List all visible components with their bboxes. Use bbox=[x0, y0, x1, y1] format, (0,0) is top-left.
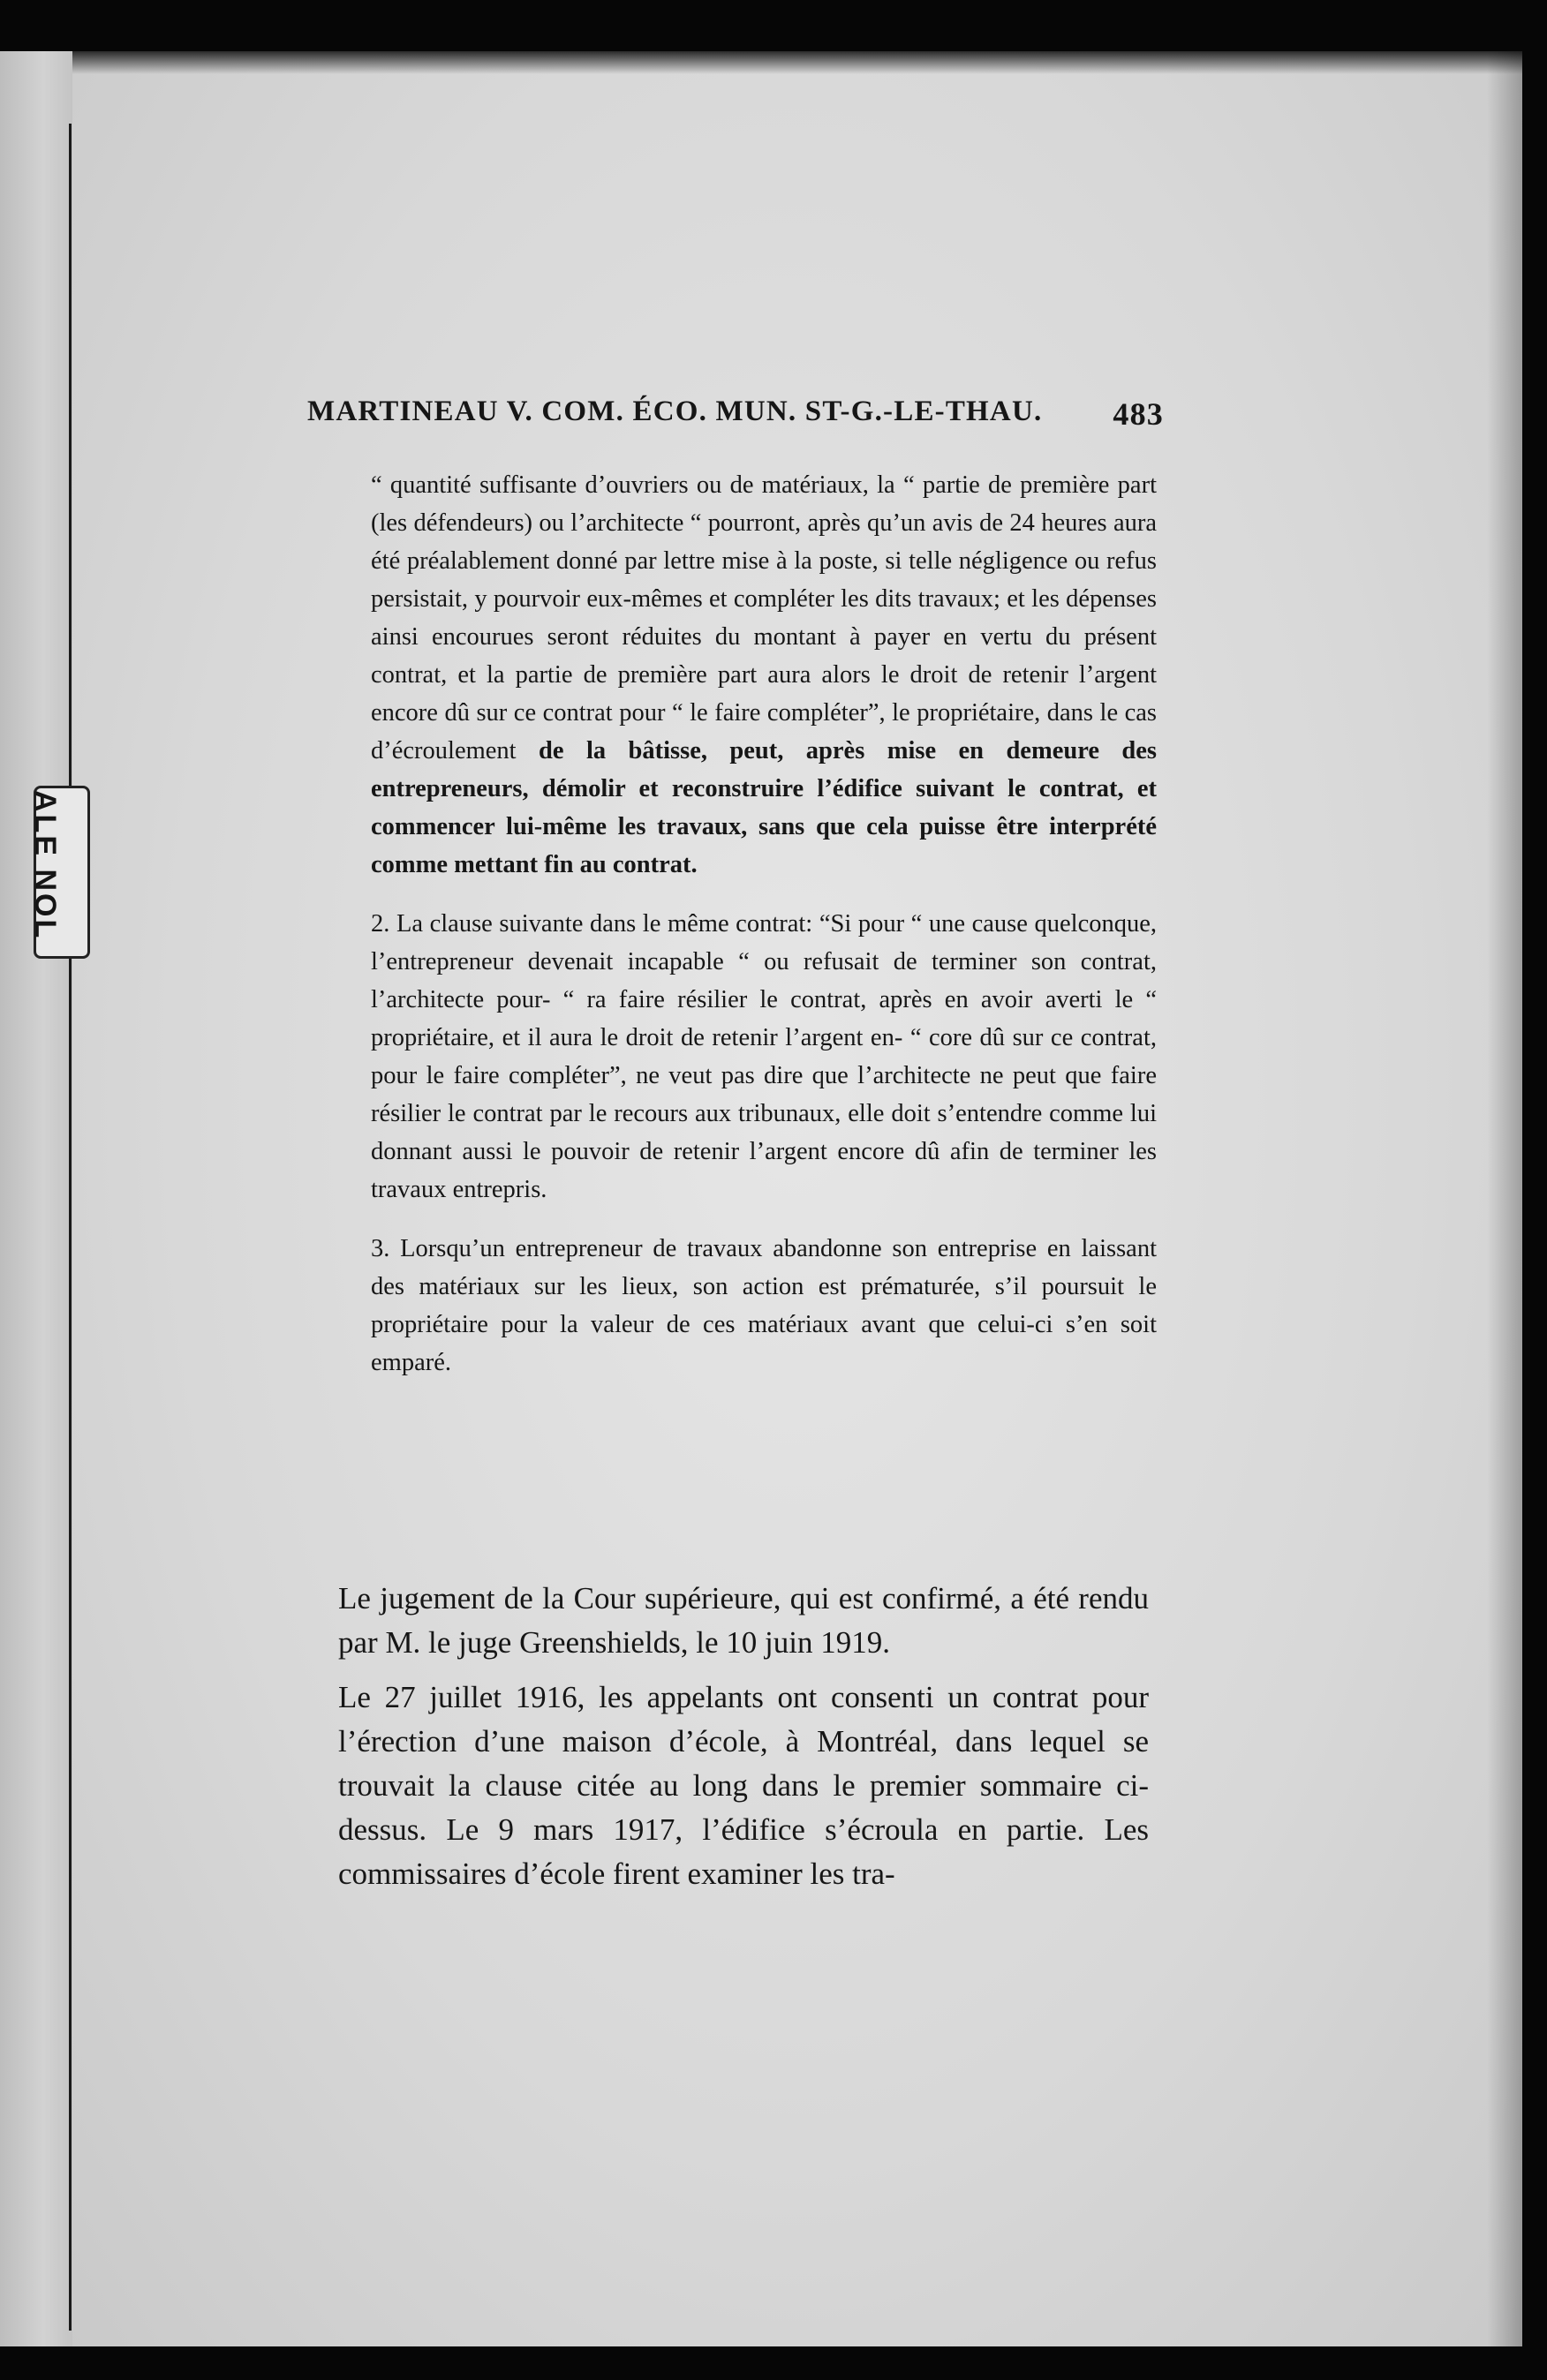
running-header bbox=[307, 395, 1164, 440]
summary-para1-bold: de la bâtisse, peut, après mise en demeure des entrepreneurs, démolir et reconstruire l’édifice suivant le contrat, et commencer lui-même les travaux, sans que cela puisse être interprété comme mettant fin au contrat. bbox=[371, 737, 1157, 878]
summary-para2-text: La clause suivante dans le même contrat: “Si pour “ une cause quelconque, l’entrepreneur devenait incapable “ ou refusait de terminer son contrat, l’architecte pour- “ ra faire résilier le contrat, après en avoir averti le “ propriétaire, et il aura le droit de retenir l’argent en- “ core dû sur ce contrat, pour le faire compléter”, ne veut pas dire que l’architecte ne peut que faire résilier le contrat par le recours aux tribunaux, elle doit s’entendre comme lui donnant aussi le pouvoir de retenir l’argent encore dû afin de terminer les travaux entrepris. bbox=[371, 910, 1157, 1203]
side-tab-label: ALE NOL bbox=[28, 790, 62, 941]
page-top-shadow bbox=[65, 51, 1522, 74]
summary-para3-number: 3. bbox=[371, 1235, 390, 1262]
summary-para1-text: “ quantité suffisante d’ouvriers ou de matériaux, la “ partie de première part (les défendeurs) ou l’architecte “ pourront, après qu’un avis de 24 heures aura été préalablement donné par lettre mise à la poste, si telle négligence ou refus persistait, y pourvoir eux-mêmes et compléter les dits travaux; et les dépenses ainsi encourues seront réduites du montant à payer en vertu du présent contrat, et la partie de première part aura alors le droit de retenir l’argent encore dû sur ce contrat pour “ le faire compléter”, le propriétaire, dans le cas d’écroulement bbox=[371, 471, 1157, 764]
page-number: 483 bbox=[1113, 396, 1164, 432]
binding-strip bbox=[0, 51, 72, 2346]
headnote-summary bbox=[371, 466, 1157, 1382]
body-paragraph-2: Le 27 juillet 1916, les appelants ont consenti un contrat pour l’érection d’une maison d’école, à Montréal, dans lequel se trouvait la clause citée au long dans le premier sommaire ci-dessus. Le 9 mars 1917, l’édifice s’écroula en partie. Les commissaires d’école firent examiner les tra- bbox=[338, 1680, 1149, 1891]
judgment-body bbox=[338, 1577, 1149, 1896]
body-paragraph-1: Le jugement de la Cour supérieure, qui est confirmé, a été rendu par M. le juge Greenshields, le 10 juin 1919. bbox=[338, 1581, 1149, 1660]
summary-para2-number: 2. bbox=[371, 910, 390, 938]
gutter-line bbox=[69, 124, 72, 2331]
summary-paragraph-3 bbox=[371, 1230, 1157, 1382]
summary-paragraph-1 bbox=[371, 466, 1157, 884]
summary-para3-text: Lorsqu’un entrepreneur de travaux abandonne son entreprise en laissant des matériaux sur les lieux, son action est prématurée, s’il poursuit le propriétaire pour la valeur de ces matériaux avant que celui-ci s’en soit emparé. bbox=[371, 1235, 1157, 1376]
summary-paragraph-2 bbox=[371, 905, 1157, 1209]
running-title: MARTINEAU V. COM. ÉCO. MUN. ST-G.-LE-THAU. bbox=[307, 395, 1043, 427]
page-right-shade bbox=[1487, 51, 1522, 2346]
